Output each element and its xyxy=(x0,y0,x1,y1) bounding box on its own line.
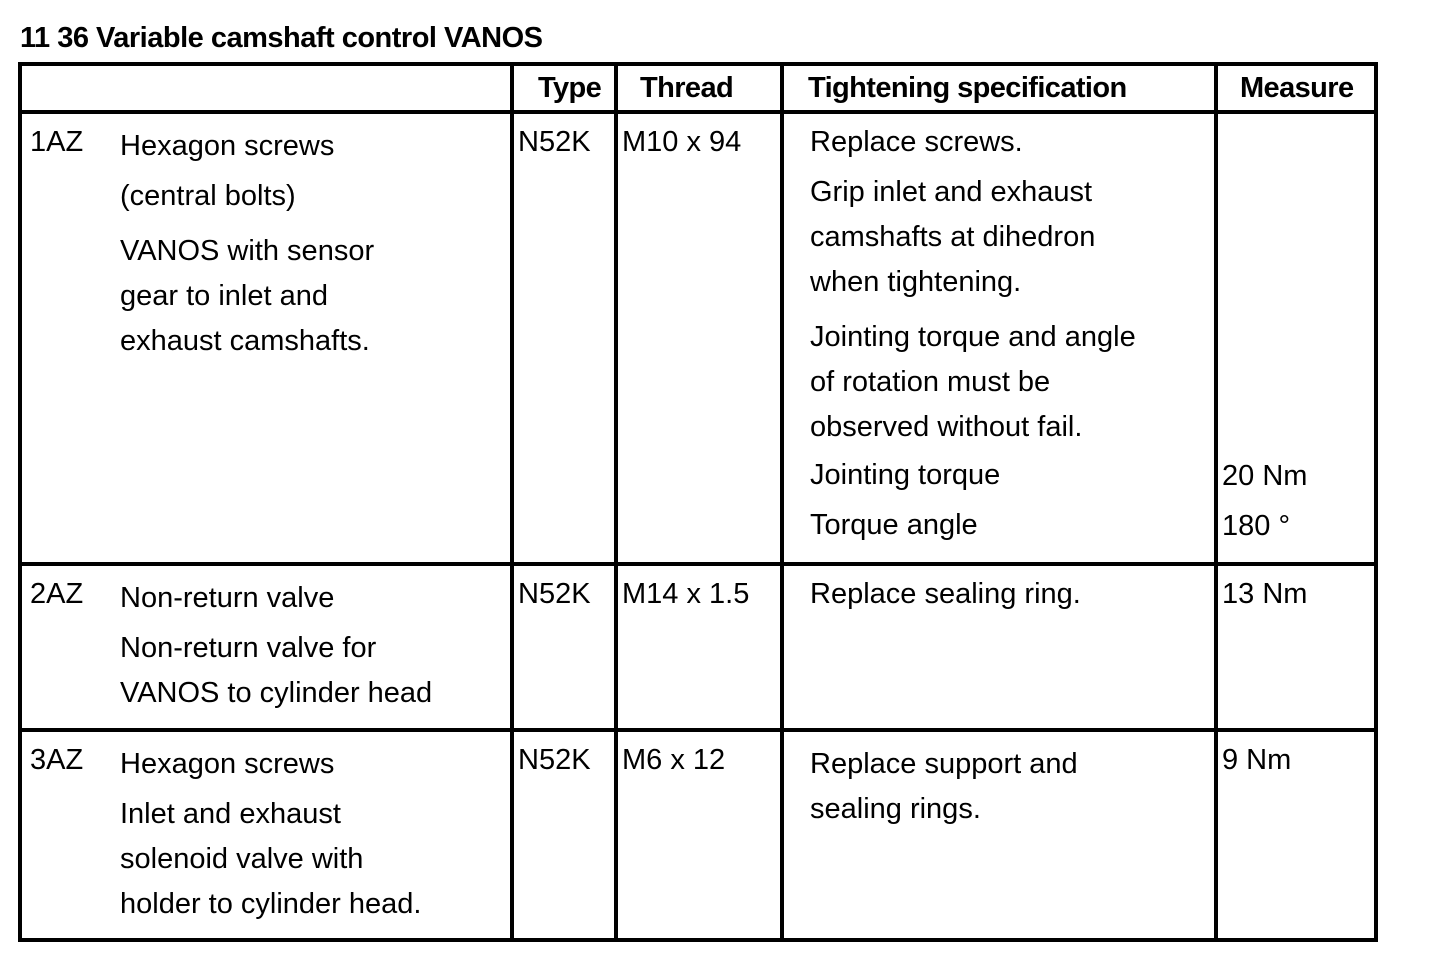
page-title: 11 36 Variable camshaft control VANOS xyxy=(20,22,543,54)
part-description-line: gear to inlet and xyxy=(120,280,328,312)
header-row xyxy=(20,64,1376,112)
header-thread: Thread xyxy=(616,64,782,112)
tightening-cell xyxy=(782,730,1216,940)
tightening-item: Torque angle xyxy=(810,509,978,541)
part-name: Hexagon screws xyxy=(120,130,335,162)
measure-cell xyxy=(1216,112,1376,564)
part-name: Non-return valve xyxy=(120,582,335,614)
part-description-line: exhaust camshafts. xyxy=(120,325,370,357)
spec-table xyxy=(18,62,1378,942)
type-cell: N52K xyxy=(512,112,616,564)
thread-cell: M14 x 1.5 xyxy=(616,564,782,730)
tightening-line: camshafts at dihedron xyxy=(810,221,1096,253)
part-subname: (central bolts) xyxy=(120,180,296,212)
position-code: 1AZ xyxy=(30,126,84,158)
table-row xyxy=(20,112,1376,564)
table-row xyxy=(20,730,1376,940)
tightening-line: sealing rings. xyxy=(810,793,981,825)
measure-cell xyxy=(1216,564,1376,730)
thread-cell: M10 x 94 xyxy=(616,112,782,564)
tightening-line: Replace support and xyxy=(810,748,1078,780)
measure-value: 13 Nm xyxy=(1222,578,1308,610)
header-measure: Measure xyxy=(1216,64,1376,112)
measure-value: 9 Nm xyxy=(1222,744,1292,776)
tightening-line: observed without fail. xyxy=(810,411,1083,443)
tightening-line: Replace sealing ring. xyxy=(810,578,1081,610)
part-description-line: Inlet and exhaust xyxy=(120,798,341,830)
tightening-cell xyxy=(782,112,1216,564)
tightening-line: when tightening. xyxy=(810,266,1022,298)
part-description-line: solenoid valve with xyxy=(120,843,364,875)
part-description-line: holder to cylinder head. xyxy=(120,888,422,920)
tightening-line: of rotation must be xyxy=(810,366,1051,398)
measure-value: 20 Nm xyxy=(1222,460,1308,492)
header-tightening: Tightening specification xyxy=(782,64,1216,112)
part-description-line: Non-return valve for xyxy=(120,632,377,664)
part-name: Hexagon screws xyxy=(120,748,335,780)
thread-cell: M6 x 12 xyxy=(616,730,782,940)
tightening-line: Replace screws. xyxy=(810,126,1023,158)
header-item xyxy=(20,64,512,112)
measure-cell xyxy=(1216,730,1376,940)
part-description-line: VANOS to cylinder head xyxy=(120,677,433,709)
position-code: 3AZ xyxy=(30,744,84,776)
tightening-line: Jointing torque and angle xyxy=(810,321,1136,353)
header-type: Type xyxy=(512,64,616,112)
table-row xyxy=(20,564,1376,730)
position-cell xyxy=(20,112,512,564)
measure-value: 180 ° xyxy=(1222,510,1291,542)
tightening-cell xyxy=(782,564,1216,730)
type-cell: N52K xyxy=(512,564,616,730)
type-cell: N52K xyxy=(512,730,616,940)
position-code: 2AZ xyxy=(30,578,84,610)
part-description-line: VANOS with sensor xyxy=(120,235,375,267)
position-cell xyxy=(20,564,512,730)
tightening-line: Grip inlet and exhaust xyxy=(810,176,1093,208)
position-cell xyxy=(20,730,512,940)
tightening-item: Jointing torque xyxy=(810,459,1001,491)
